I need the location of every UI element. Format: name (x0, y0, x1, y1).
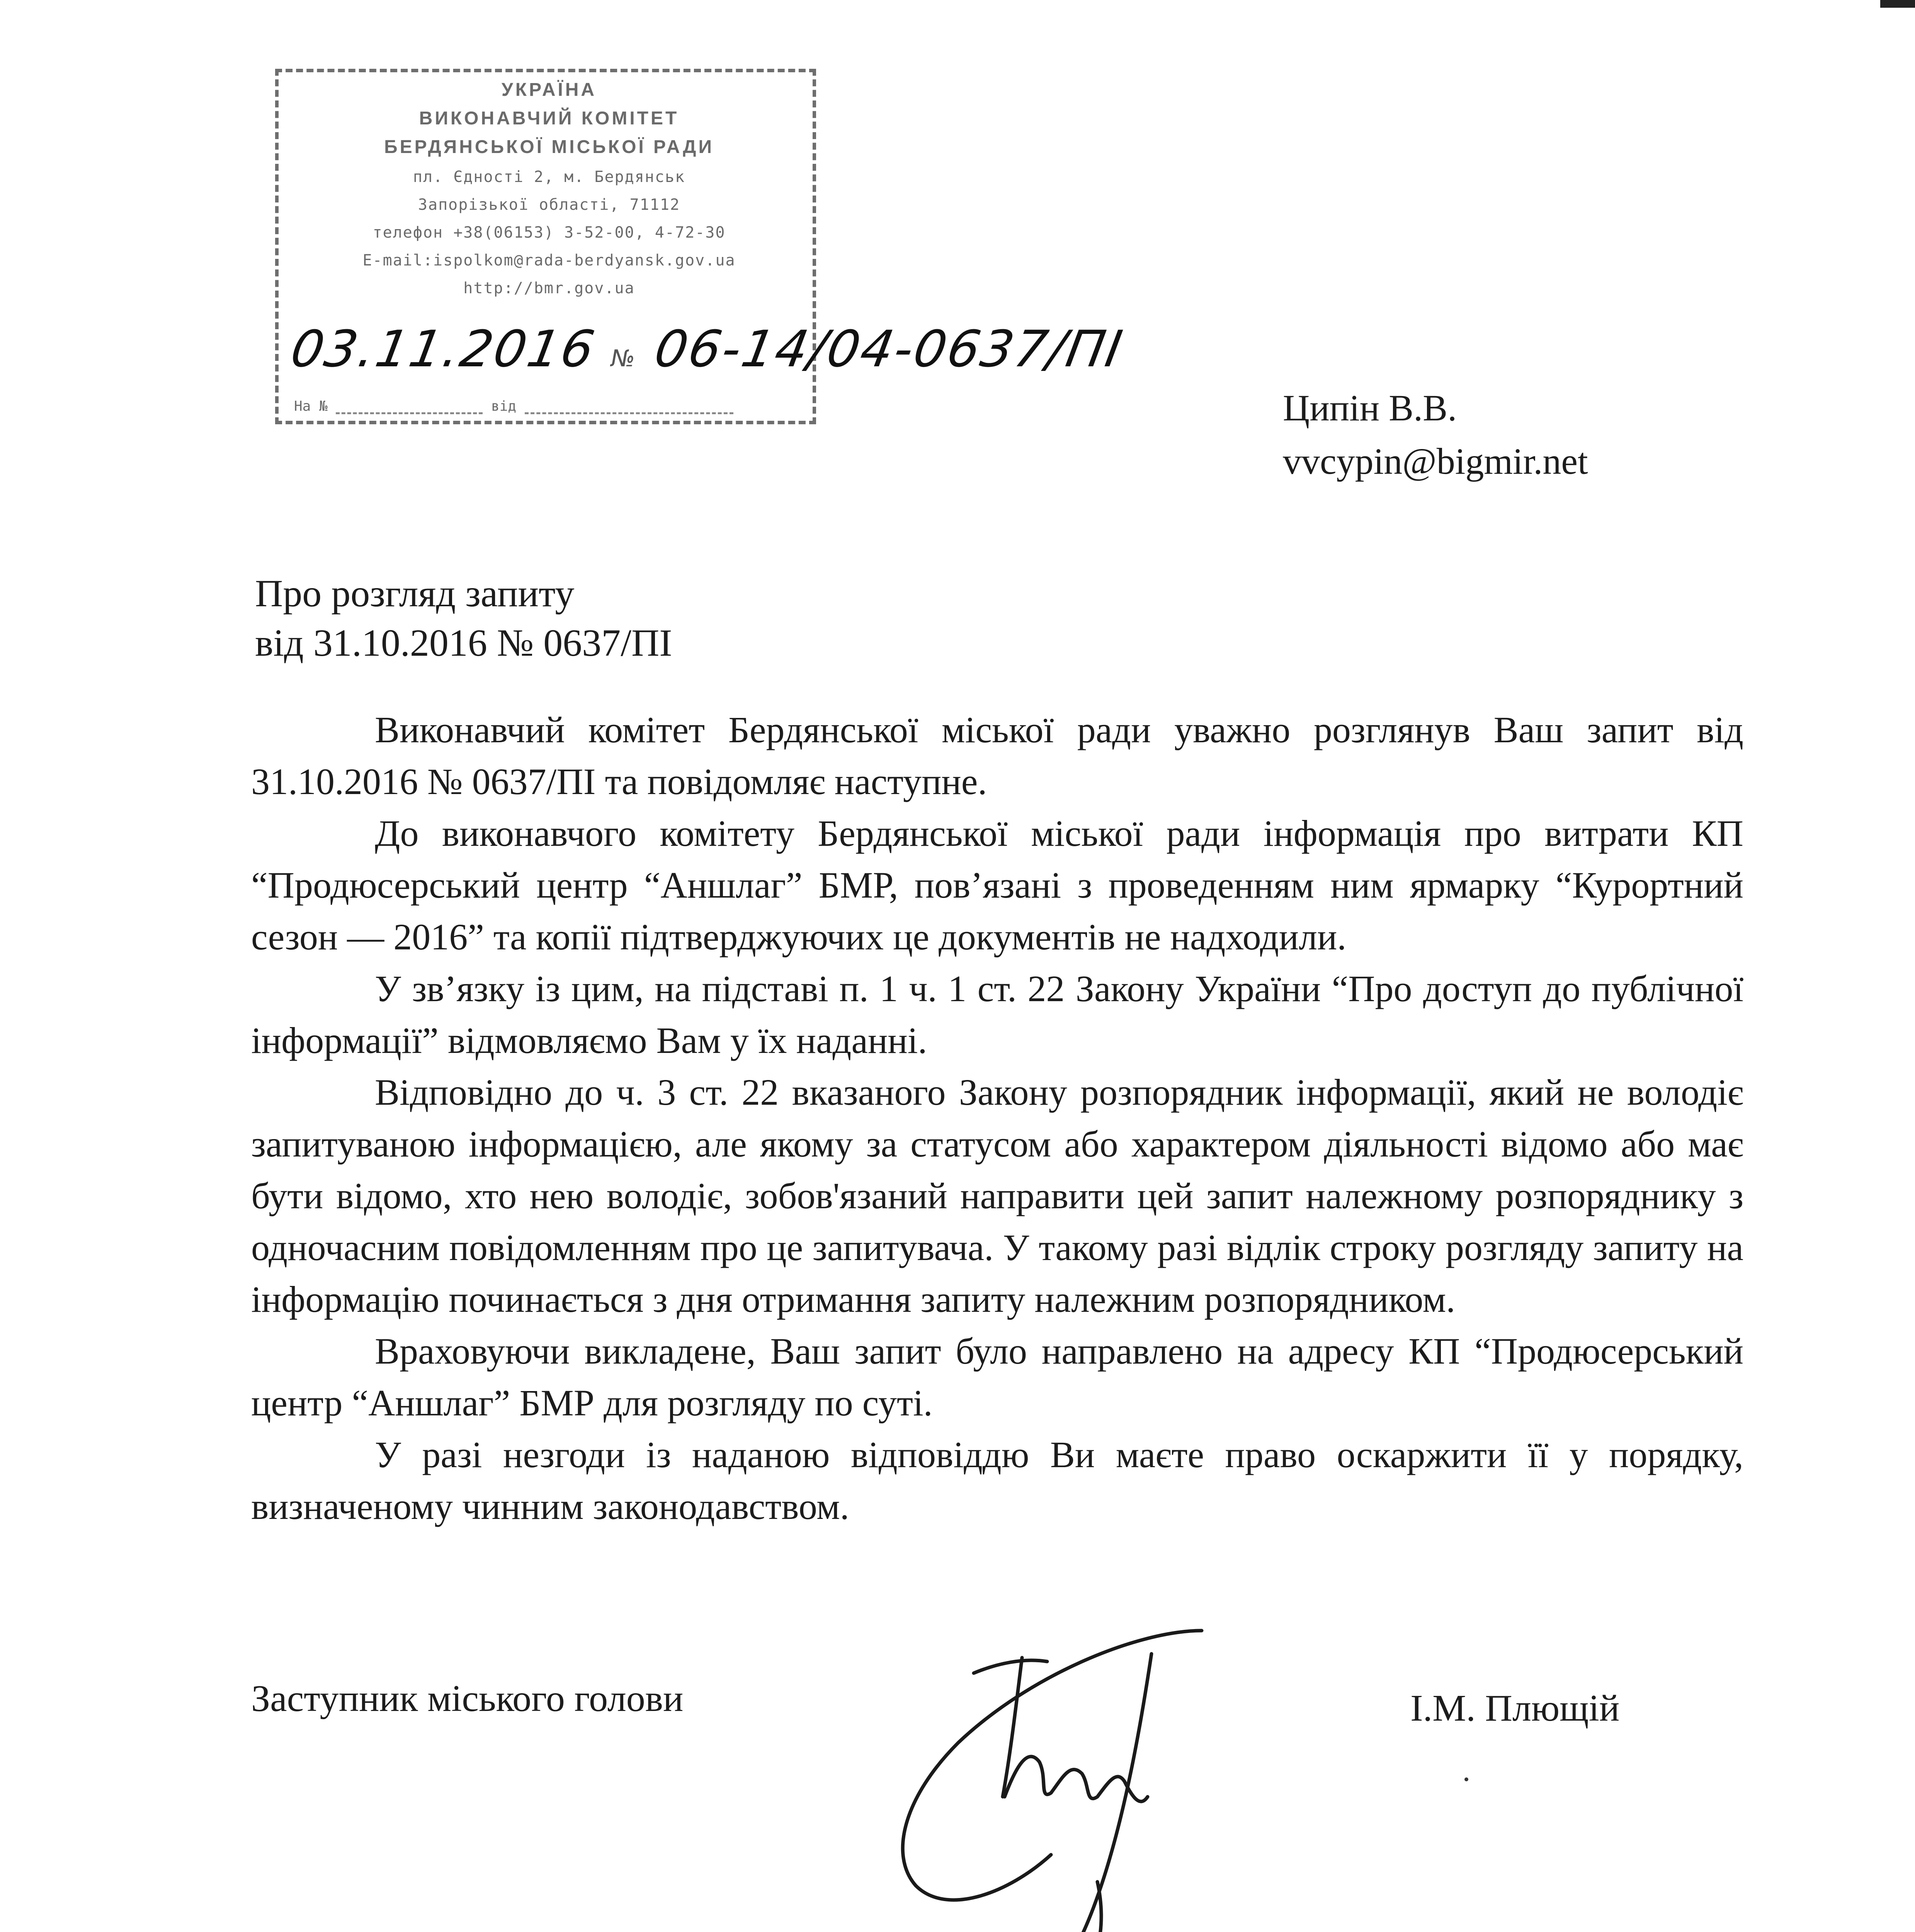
recipient-name: Ципін В.В. (1283, 387, 1457, 429)
stamp-reference-blank (336, 397, 483, 414)
stamp-outgoing-number: 06-14/04-0637/ПІ (650, 320, 1128, 378)
body-paragraph-3: У зв’язку із цим, на підставі п. 1 ч. 1 ст. 22 Закону України “Про доступ до публічної інформації” відмовляємо Вам у їх наданні. (251, 968, 1743, 1061)
letter-body (251, 704, 1743, 1532)
subject-line-1: Про розгляд запиту (255, 572, 575, 615)
stamp-council: БЕРДЯНСЬКОЇ МІСЬКОЇ РАДИ (384, 137, 714, 157)
stamp-address-street: пл. Єдності 2, м. Бердянськ (413, 168, 685, 186)
stamp-reference-line (294, 397, 804, 420)
stamp-committee: ВИКОНАВЧИЙ КОМІТЕТ (419, 108, 679, 129)
stamp-email: E-mail:ispolkom@rada-berdyansk.gov.ua (362, 252, 736, 269)
stamp-phone: телефон +38(06153) 3-52-00, 4-72-30 (372, 224, 726, 242)
body-paragraph-5: Враховуючи викладене, Ваш запит було направлено на адресу КП “Продюсерський центр “Аншлаг” БМР для розгляду по суті. (251, 1330, 1743, 1423)
scan-speck (1464, 1777, 1468, 1781)
subject-line-2: від 31.10.2016 № 0637/ПІ (255, 621, 672, 664)
recipient-email: vvcypin@bigmir.net (1283, 440, 1588, 482)
stamp-address-region: Запорізької області, 71112 (418, 196, 680, 214)
stamp-reference-date-blank (525, 397, 733, 414)
stamp-reference-date-label: від (491, 398, 517, 414)
signatory-name: І.М. Плющій (1410, 1687, 1620, 1729)
stamp-website: http://bmr.gov.ua (463, 279, 635, 297)
body-paragraph-1: Виконавчий комітет Бердянської міської ради уважно розглянув Ваш запит від 31.10.2016 № 0637/ПІ та повідомляє наступне. (251, 709, 1743, 802)
body-paragraph-4: Відповідно до ч. 3 ст. 22 вказаного Закону розпорядник інформації, який не володіє запитуваною інформацією, але якому за статусом або характером діяльності відомо або має бути відомо, хто нею володіє, зобов'язаний направити цей запит належному розпоряднику з одночасним повідомленням про це запитувача. У такому разі відлік строку розгляду запиту на інформацію починається з дня отримання запиту належним розпорядником. (251, 1071, 1743, 1320)
registration-stamp (275, 69, 1128, 424)
stamp-number-prefix: № (608, 345, 639, 372)
stamp-reference-label: На № (294, 398, 328, 414)
body-paragraph-6: У разі незгоди із наданою відповіддю Ви маєте право оскаржити її у порядку, визначеному чинним законодавством. (251, 1434, 1743, 1527)
scan-edge-mark (1880, 0, 1915, 8)
stamp-date: 03.11.2016 (286, 320, 600, 378)
stamp-country: УКРАЇНА (501, 80, 597, 100)
body-paragraph-2: До виконавчого комітету Бердянської міської ради інформація про витрати КП “Продюсерський центр “Аншлаг” БМР, пов’язані з проведенням ним ярмарку “Курортний сезон — 2016” та копії підтверджуючих це документів не надходили. (251, 813, 1743, 957)
handwritten-signature (869, 1615, 1217, 1932)
stamp-handwritten-registration (283, 320, 1128, 397)
signatory-position: Заступник міського голови (251, 1678, 684, 1719)
